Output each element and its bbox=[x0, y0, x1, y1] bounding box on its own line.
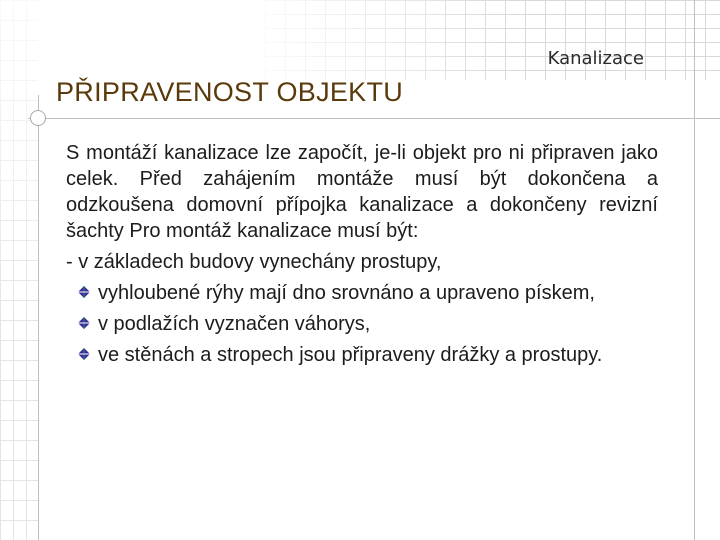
bullet-text-3: ve stěnách a stropech jsou připraveny drážky a prostupy. bbox=[98, 344, 603, 366]
slide-title: PŘIPRAVENOST OBJEKTU bbox=[56, 77, 404, 107]
decorative-grid-left bbox=[0, 0, 38, 540]
bullet-item-2 bbox=[66, 311, 658, 337]
bullet-item-1 bbox=[66, 280, 658, 306]
dash-list-item: - v základech budovy vynechány prostupy, bbox=[66, 251, 442, 273]
decorative-line-right bbox=[694, 0, 695, 540]
slide-content bbox=[66, 140, 658, 368]
diamond-bullet-icon bbox=[78, 348, 90, 360]
diamond-bullet-icon bbox=[78, 286, 90, 298]
bullet-text-1: vyhloubené rýhy mají dno srovnáno a upraveno pískem, bbox=[98, 282, 595, 304]
title-underline bbox=[28, 118, 720, 119]
bullet-text-2: v podlažích vyznačen váhorys, bbox=[98, 313, 371, 335]
circle-crosshair-icon bbox=[30, 110, 46, 126]
intro-paragraph: S montáží kanalizace lze započít, je-li objekt pro ni připraven jako celek. Před zahájením montáže musí být dokončena a odzkoušena domovní přípojka kanalizace a dokončeny revizní šachty Pro montáž kanalizace musí být: bbox=[66, 142, 658, 242]
decorative-grid-top bbox=[265, 0, 720, 80]
diamond-bullet-icon bbox=[78, 317, 90, 329]
decorative-line-left bbox=[38, 95, 39, 540]
section-label: Kanalizace bbox=[547, 48, 644, 69]
bullet-item-3 bbox=[66, 342, 658, 368]
